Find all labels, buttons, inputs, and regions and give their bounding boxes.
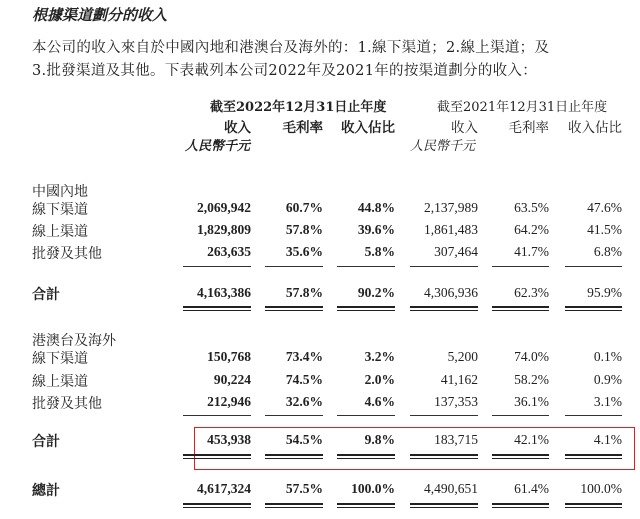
cell-value: 4,490,651 — [424, 481, 478, 496]
cell-value: 58.2% — [514, 372, 549, 387]
cell-value: 4,306,936 — [424, 285, 478, 300]
section-title: 根據渠道劃分的收入 — [32, 6, 168, 24]
cell-value: 57.5% — [285, 481, 323, 496]
cell-value: 2.0% — [364, 372, 395, 387]
double-underline — [265, 306, 323, 311]
double-underline — [265, 454, 323, 459]
underline — [565, 415, 622, 416]
unit-2022: 人民幣千元 — [185, 139, 251, 154]
cell-value: 44.8% — [357, 200, 395, 215]
cell-value: 41,162 — [440, 372, 478, 387]
underline — [410, 266, 478, 267]
cell-value: 4.6% — [364, 394, 395, 409]
cell-value: 9.8% — [364, 432, 395, 447]
double-underline — [183, 503, 251, 508]
cell-value: 1,861,483 — [424, 222, 478, 237]
double-underline — [337, 306, 395, 311]
underline — [183, 266, 251, 267]
cell-value: 3.2% — [364, 349, 395, 364]
row-label: 線上渠道 — [32, 224, 88, 240]
cell-value: 57.8% — [285, 222, 323, 237]
cell-value: 35.6% — [285, 244, 323, 259]
cell-value: 74.5% — [285, 372, 323, 387]
cell-value: 74.0% — [514, 349, 549, 364]
double-underline — [492, 503, 549, 508]
cell-value: 137,353 — [434, 394, 478, 409]
cell-value: 63.5% — [514, 200, 549, 215]
cell-value: 1,829,809 — [197, 222, 251, 237]
cell-value: 183,715 — [434, 432, 478, 447]
underline — [565, 266, 622, 267]
row-label: 合計 — [32, 287, 60, 303]
double-underline — [183, 306, 251, 311]
cell-value: 4,617,324 — [197, 481, 251, 496]
cell-value: 5,200 — [447, 349, 478, 364]
row-label: 線上渠道 — [32, 374, 88, 390]
row-label: 線下渠道 — [32, 202, 88, 218]
column-header: 毛利率 — [508, 120, 549, 135]
row-label: 批發及其他 — [32, 246, 102, 262]
cell-value: 3.1% — [593, 394, 622, 409]
header-period-2021: 截至2021年12月31日止年度 — [437, 100, 608, 115]
paragraph-line-2: 3.批發渠道及其他。下表載列本公司2022年及2021年的按渠道劃分的收入： — [32, 63, 538, 79]
cell-value: 36.1% — [514, 394, 549, 409]
double-underline — [565, 454, 622, 459]
group-label-mainland: 中國內地 — [32, 184, 88, 200]
cell-value: 95.9% — [587, 285, 622, 300]
cell-value: 5.8% — [364, 244, 395, 259]
column-header: 收入 — [224, 120, 251, 135]
cell-value: 0.1% — [593, 349, 622, 364]
cell-value: 60.7% — [285, 200, 323, 215]
underline — [492, 266, 549, 267]
cell-value: 57.8% — [285, 285, 323, 300]
row-label: 總計 — [32, 483, 60, 499]
column-header: 毛利率 — [282, 120, 323, 135]
cell-value: 212,946 — [207, 394, 251, 409]
double-underline — [183, 454, 251, 459]
double-underline — [565, 306, 622, 311]
underline — [337, 415, 395, 416]
underline — [492, 415, 549, 416]
header-period-2022: 截至2022年12月31日止年度 — [210, 100, 387, 115]
cell-value: 32.6% — [285, 394, 323, 409]
cell-value: 39.6% — [357, 222, 395, 237]
cell-value: 61.4% — [514, 481, 549, 496]
column-header: 收入佔比 — [568, 120, 622, 135]
column-header: 收入佔比 — [341, 120, 395, 135]
cell-value: 47.6% — [587, 200, 622, 215]
cell-value: 90.2% — [357, 285, 395, 300]
unit-2021: 人民幣千元 — [410, 139, 476, 154]
double-underline — [492, 306, 549, 311]
cell-value: 4.1% — [593, 432, 622, 447]
cell-value: 90,224 — [213, 372, 251, 387]
paragraph-line-1: 本公司的收入來自於中國內地和港澳台及海外的：1.線下渠道；2.線上渠道；及 — [32, 40, 550, 56]
double-underline — [265, 503, 323, 508]
cell-value: 263,635 — [207, 244, 251, 259]
cell-value: 100.0% — [351, 481, 395, 496]
underline — [410, 415, 478, 416]
cell-value: 41.5% — [587, 222, 622, 237]
group-label-overseas: 港澳台及海外 — [32, 333, 116, 349]
double-underline — [410, 503, 478, 508]
cell-value: 42.1% — [514, 432, 549, 447]
cell-value: 453,938 — [207, 432, 251, 447]
cell-value: 6.8% — [593, 244, 622, 259]
double-underline — [492, 454, 549, 459]
underline — [265, 266, 323, 267]
cell-value: 307,464 — [434, 244, 478, 259]
double-underline — [410, 306, 478, 311]
row-label: 合計 — [32, 434, 60, 450]
cell-value: 100.0% — [580, 481, 622, 496]
column-header: 收入 — [451, 120, 478, 135]
cell-value: 150,768 — [207, 349, 251, 364]
underline — [183, 415, 251, 416]
cell-value: 41.7% — [514, 244, 549, 259]
cell-value: 62.3% — [514, 285, 549, 300]
cell-value: 64.2% — [514, 222, 549, 237]
row-label: 批發及其他 — [32, 396, 102, 412]
cell-value: 2,069,942 — [197, 200, 251, 215]
double-underline — [337, 503, 395, 508]
underline — [337, 266, 395, 267]
cell-value: 2,137,989 — [424, 200, 478, 215]
double-underline — [565, 503, 622, 508]
underline — [265, 415, 323, 416]
double-underline — [410, 454, 478, 459]
cell-value: 0.9% — [593, 372, 622, 387]
cell-value: 73.4% — [285, 349, 323, 364]
cell-value: 54.5% — [285, 432, 323, 447]
cell-value: 4,163,386 — [197, 285, 251, 300]
row-label: 線下渠道 — [32, 351, 88, 367]
double-underline — [337, 454, 395, 459]
